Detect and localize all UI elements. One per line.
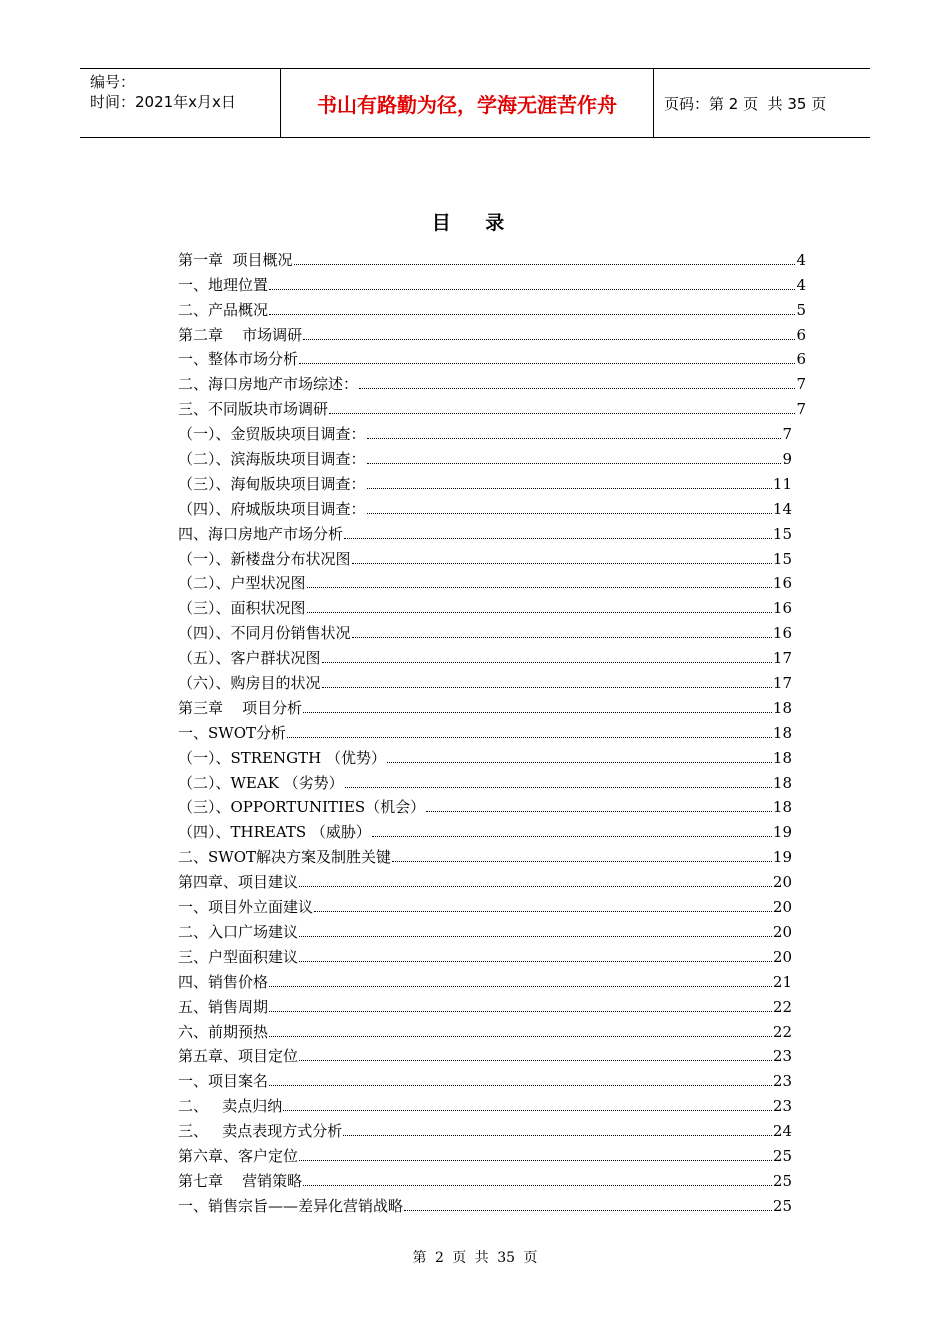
toc-leader-dots [344,538,772,539]
toc-entry[interactable] [178,1091,792,1116]
toc-entry-page: 20 [772,873,792,892]
toc-entry-page: 23 [772,1072,792,1091]
toc-entry[interactable] [178,1042,792,1067]
toc-entry-title: （一）、新楼盘分布状况图 [178,549,351,568]
toc-entry-title: （二）、户型状况图 [178,574,306,593]
toc-entry-title: （四）、THREATS （威胁） [178,823,371,842]
toc-entry[interactable] [178,917,792,942]
toc-leader-dots [303,712,772,713]
toc-leader-dots [287,737,772,738]
toc-entry[interactable] [178,618,792,643]
toc-entry-title: 一、销售宗旨——差异化营销战略 [178,1196,404,1215]
toc-leader-dots [387,762,772,763]
toc-entry-page: 23 [772,1097,792,1116]
toc-entry[interactable] [178,320,806,345]
toc-entry[interactable] [178,1166,792,1191]
toc-entry-title: 第四章、项目建议 [178,873,299,892]
toc-entry-page: 18 [772,773,792,792]
toc-entry-page: 15 [772,549,792,568]
date-label: 时间：2021年x月x日 [90,93,236,111]
toc-entry-page: 19 [772,823,792,842]
toc-entry[interactable] [178,295,806,320]
toc-entry[interactable] [178,469,792,494]
toc-leader-dots [307,587,772,588]
toc-entry-title: （五）、客户群状况图 [178,649,321,668]
toc-entry-title: 一、地理位置 [178,275,269,294]
toc-leader-dots [329,413,795,414]
toc-entry-title: （三）、面积状况图 [178,599,306,618]
toc-leader-dots [352,563,772,564]
toc-entry-title: 五、销售周期 [178,997,269,1016]
toc-leader-dots [299,363,795,364]
toc-leader-dots [372,836,772,837]
toc-leader-dots [269,1036,772,1037]
toc-entry-title: 二、海口房地产市场综述： [178,375,359,394]
toc-entry-title: 一、项目外立面建议 [178,898,314,917]
toc-entry-page: 16 [772,574,792,593]
toc-leader-dots [322,687,772,688]
toc-entry[interactable] [178,768,792,793]
toc-entry-page: 5 [796,300,806,319]
toc-entry-page: 4 [796,275,806,294]
toc-entry-page: 25 [772,1171,792,1190]
toc-entry-title: 一、整体市场分析 [178,350,299,369]
toc-entry[interactable] [178,892,792,917]
toc-entry-page: 17 [772,649,792,668]
toc-entry-page: 22 [772,997,792,1016]
toc-entry-title: 二、SWOT解决方案及制胜关键 [178,848,391,867]
toc-entry-title: （一）、STRENGTH （优势） [178,748,386,767]
toc-leader-dots [299,1160,772,1161]
toc-entry-page: 24 [772,1122,792,1141]
toc-entry[interactable] [178,369,806,394]
toc-entry[interactable] [178,569,792,594]
toc-entry[interactable] [178,793,792,818]
toc-leader-dots [283,1110,772,1111]
toc-entry[interactable] [178,967,792,992]
toc-entry-title: （二）、滨海版块项目调查： [178,450,366,469]
toc-entry[interactable] [178,444,792,469]
toc-entry[interactable] [178,942,792,967]
toc-entry-title: （三）、OPPORTUNITIES（机会） [178,798,426,817]
page-header [80,68,870,138]
header-motto: 书山有路勤为径，学海无涯苦作舟 [281,69,654,137]
toc-entry[interactable] [178,817,792,842]
toc-entry-title: 一、SWOT分析 [178,723,286,742]
toc-entry[interactable] [178,544,792,569]
toc-entry-page: 4 [796,250,806,269]
toc-entry-page: 18 [772,798,792,817]
toc-leader-dots [269,1011,772,1012]
toc-entry-title: 四、销售价格 [178,972,269,991]
toc-leader-dots [343,1135,772,1136]
toc-leader-dots [314,911,772,912]
toc-entry-page: 20 [772,922,792,941]
toc-entry[interactable] [178,718,792,743]
toc-entry-page: 19 [772,848,792,867]
toc-leader-dots [322,662,772,663]
toc-entry-page: 20 [772,947,792,966]
toc-entry[interactable] [178,345,806,370]
toc-entry-page: 15 [772,524,792,543]
toc-entry-title: 第二章 市场调研 [178,325,303,344]
toc-leader-dots [404,1210,772,1211]
header-page-info [654,69,870,137]
toc-entry-title: 六、前期预热 [178,1022,269,1041]
toc-entry-title: （四）、府城版块项目调查： [178,499,366,518]
toc-leader-dots [299,961,772,962]
toc-entry[interactable] [178,1141,792,1166]
toc-entry-page: 7 [782,425,792,444]
toc-leader-dots [307,612,772,613]
toc-entry-page: 25 [772,1146,792,1165]
toc-entry-title: 二、入口广场建议 [178,922,299,941]
toc-leader-dots [299,886,772,887]
toc-entry-title: （一）、金贸版块项目调查： [178,425,366,444]
toc-entry-page: 22 [772,1022,792,1041]
toc-entry-title: 第六章、客户定位 [178,1146,299,1165]
toc-entry-page: 11 [772,474,792,493]
toc-entry[interactable] [178,1066,792,1091]
toc-leader-dots [367,438,782,439]
toc-entry-page: 25 [772,1196,792,1215]
toc-leader-dots [392,861,772,862]
toc-leader-dots [367,463,782,464]
toc-leader-dots [269,1085,772,1086]
toc-entry-title: （四）、不同月份销售状况 [178,624,351,643]
toc-leader-dots [345,787,772,788]
toc-leader-dots [303,1185,772,1186]
toc-entry[interactable] [178,743,792,768]
header-meta [80,69,281,137]
toc-entry[interactable] [178,992,792,1017]
toc-entry-title: 三、户型面积建议 [178,947,299,966]
toc-entry-page: 9 [782,450,792,469]
toc-entry-title: 第一章 项目概况 [178,250,293,269]
toc-entry-page: 16 [772,624,792,643]
toc-leader-dots [299,936,772,937]
toc-entry-page: 18 [772,723,792,742]
toc-entry-title: 二、产品概况 [178,300,269,319]
toc-entry-title: （三）、海甸版块项目调查： [178,474,366,493]
toc-entry[interactable] [178,1116,792,1141]
toc-entry-title: 四、海口房地产市场分析 [178,524,344,543]
page-info-text: 页码：第 2 页 共 35 页 [664,94,827,113]
toc-entry-page: 7 [796,375,806,394]
toc-entry-title: 第五章、项目定位 [178,1047,299,1066]
toc-entry-page: 7 [796,400,806,419]
toc-entry[interactable] [178,643,792,668]
toc-leader-dots [303,339,795,340]
toc-entry[interactable] [178,494,792,519]
toc-entry-title: 三、不同版块市场调研 [178,400,329,419]
toc-entry[interactable] [178,693,792,718]
toc-entry-title: 第三章 项目分析 [178,698,303,717]
toc-entry[interactable] [178,519,792,544]
toc-leader-dots [269,986,772,987]
toc-leader-dots [352,637,772,638]
toc-entry-page: 17 [772,674,792,693]
toc-entry-title: （二）、WEAK （劣势） [178,773,344,792]
toc-entry-page: 6 [796,350,806,369]
toc-entry[interactable] [178,867,792,892]
toc-entry-page: 6 [796,325,806,344]
toc-entry-title: 第七章 营销策略 [178,1171,303,1190]
toc-entry[interactable] [178,1191,792,1216]
toc-entry-page: 16 [772,599,792,618]
toc-entry-title: 一、项目案名 [178,1072,269,1091]
toc-entry-title: 二、 卖点归纳 [178,1097,283,1116]
table-of-contents [178,245,806,1216]
toc-entry[interactable] [178,1017,792,1042]
toc-leader-dots [299,1060,772,1061]
toc-entry-title: 三、 卖点表现方式分析 [178,1122,343,1141]
toc-leader-dots [426,811,772,812]
toc-leader-dots [367,513,772,514]
toc-entry-title: （六）、购房目的状况 [178,674,321,693]
toc-entry-page: 18 [772,698,792,717]
toc-leader-dots [294,264,796,265]
toc-entry-page: 23 [772,1047,792,1066]
number-label: 编号： [90,73,136,91]
toc-entry[interactable] [178,668,792,693]
toc-title: 目 录 [431,212,519,234]
toc-entry-page: 14 [772,499,792,518]
toc-entry[interactable] [178,419,792,444]
toc-entry[interactable] [178,842,792,867]
toc-entry[interactable] [178,270,806,295]
toc-leader-dots [269,314,795,315]
toc-entry-page: 18 [772,748,792,767]
toc-entry[interactable] [178,245,806,270]
toc-leader-dots [269,289,795,290]
toc-leader-dots [367,488,772,489]
toc-entry[interactable] [178,394,806,419]
toc-entry-page: 21 [772,972,792,991]
toc-leader-dots [359,388,795,389]
toc-entry[interactable] [178,593,792,618]
toc-entry-page: 20 [772,898,792,917]
page-footer: 第 2 页 共 35 页 [412,1250,538,1266]
